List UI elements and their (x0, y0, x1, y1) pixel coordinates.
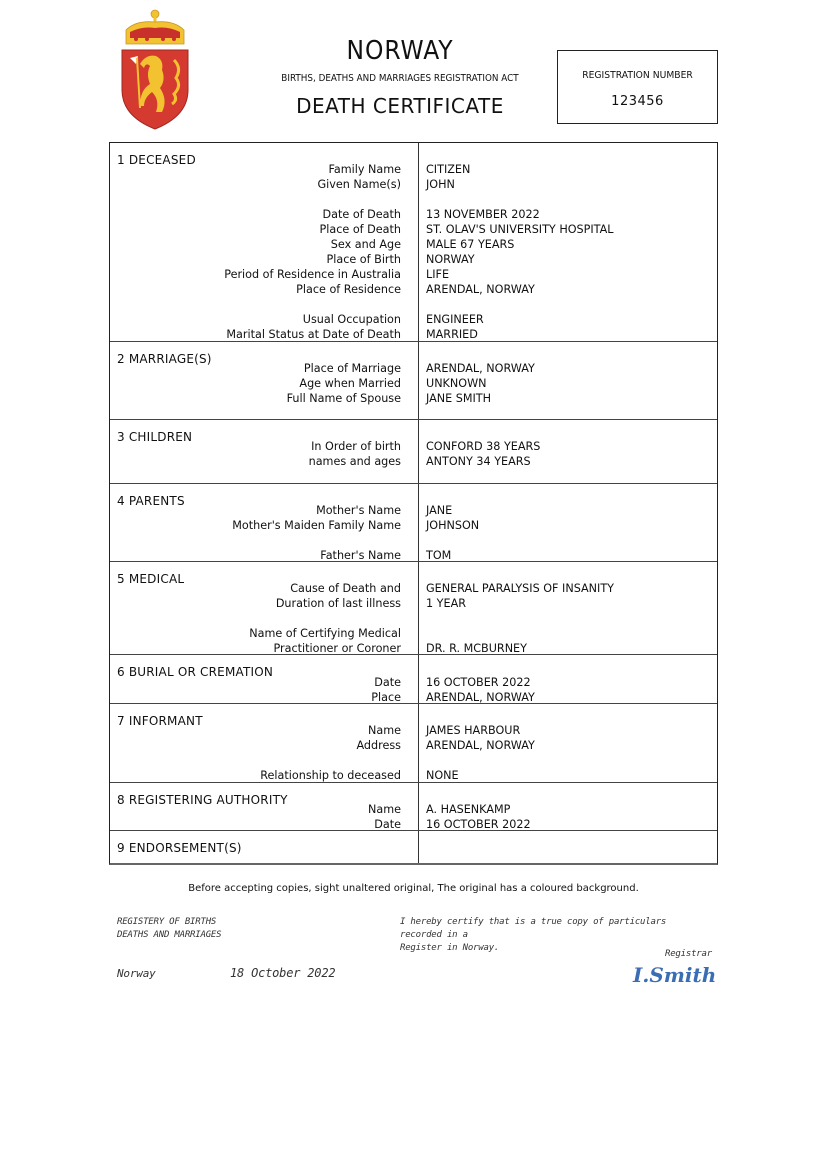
field-value: UNKNOWN (426, 377, 487, 390)
certificate-table (109, 142, 718, 865)
field-label: Sex and Age (330, 238, 401, 251)
field-value: GENERAL PARALYSIS OF INSANITY (426, 582, 614, 595)
section-title: 4 PARENTS (117, 494, 185, 508)
section-title: 8 REGISTERING AUTHORITY (117, 793, 288, 807)
field-label: Duration of last illness (275, 597, 401, 610)
certify-line-2: Register in Norway. (400, 943, 500, 953)
field-label: Cause of Death and (290, 582, 401, 595)
country-title: NORWAY (346, 36, 454, 66)
field-row (110, 222, 717, 237)
field-row (110, 327, 717, 342)
field-row (110, 690, 717, 705)
norway-coat-of-arms-icon (116, 8, 194, 130)
field-row (110, 282, 717, 297)
field-label: Given Name(s) (317, 178, 401, 191)
field-value: 1 YEAR (426, 597, 467, 610)
field-label: Place of Death (319, 223, 401, 236)
field-row (110, 548, 717, 563)
field-label: Name (367, 803, 401, 816)
field-row (110, 252, 717, 267)
field-row (110, 581, 717, 596)
field-value: 16 OCTOBER 2022 (426, 818, 531, 831)
field-value: 13 NOVEMBER 2022 (426, 208, 540, 221)
field-row (110, 738, 717, 753)
field-row (110, 454, 717, 469)
section-endorsements (110, 831, 717, 864)
registration-number: 123456 (611, 94, 664, 109)
field-label: Age when Married (299, 377, 401, 390)
field-label: Period of Residence in Australia (224, 268, 401, 281)
section-title: 3 CHILDREN (117, 430, 193, 444)
field-label: Father's Name (320, 549, 401, 562)
field-value: ARENDAL, NORWAY (426, 739, 535, 752)
field-label: Place of Residence (296, 283, 401, 296)
field-row (110, 802, 717, 817)
section-medical (110, 562, 717, 655)
section-parents (110, 484, 717, 562)
certificate-title: DEATH CERTIFICATE (296, 94, 504, 118)
registration-number-box (557, 50, 718, 124)
field-row (110, 518, 717, 533)
field-row (110, 162, 717, 177)
field-value: ARENDAL, NORWAY (426, 362, 535, 375)
section-title: 1 DECEASED (117, 153, 196, 167)
registry-line-2: DEATHS AND MARRIAGES (117, 930, 222, 940)
section-registering-authority (110, 783, 717, 831)
field-row (110, 237, 717, 252)
field-value: A. HASENKAMP (426, 803, 511, 816)
section-title: 7 INFORMANT (117, 714, 203, 728)
field-value: MALE 67 YEARS (426, 238, 515, 251)
registrar-label: Registrar (665, 949, 712, 959)
registration-act: BIRTHS, DEATHS AND MARRIAGES REGISTRATION ACT (281, 73, 519, 84)
field-label: Mother's Name (316, 504, 401, 517)
registration-number-label: REGISTRATION NUMBER (582, 70, 693, 81)
field-value: CONFORD 38 YEARS (426, 440, 541, 453)
field-label: Address (356, 739, 401, 752)
field-row (110, 439, 717, 454)
field-label: Family Name (328, 163, 401, 176)
field-label: Full Name of Spouse (286, 392, 401, 405)
field-value: NORWAY (426, 253, 475, 266)
issue-date: 18 October 2022 (230, 966, 336, 980)
field-label: Date (374, 676, 401, 689)
field-label: Place of Birth (326, 253, 401, 266)
field-label: names and ages (308, 455, 401, 468)
field-value: TOM (426, 549, 452, 562)
field-row (110, 376, 717, 391)
field-row (110, 626, 717, 641)
field-row (110, 768, 717, 783)
field-value: LIFE (426, 268, 450, 281)
section-burial-or-cremation (110, 655, 717, 704)
section-title: 5 MEDICAL (117, 572, 185, 586)
section-deceased (110, 143, 717, 342)
certification-statement (400, 916, 710, 955)
section-informant (110, 704, 717, 783)
section-title: 2 MARRIAGE(S) (117, 352, 212, 366)
field-value: JOHN (426, 178, 455, 191)
field-label: Place of Marriage (303, 362, 401, 375)
issue-place: Norway (117, 967, 156, 980)
registry-name (117, 916, 221, 942)
field-row (110, 391, 717, 406)
field-label: Relationship to deceased (260, 769, 401, 782)
field-row (110, 596, 717, 611)
field-label: Name (367, 724, 401, 737)
field-label: In Order of birth (311, 440, 401, 453)
certify-line-1: I hereby certify that is a true copy of particulars recorded in a (400, 917, 667, 940)
field-row (110, 723, 717, 738)
verification-notice: Before accepting copies, sight unaltered original, The original has a coloured background. (188, 883, 639, 894)
section-title: 6 BURIAL OR CREMATION (117, 665, 274, 679)
field-row (110, 312, 717, 327)
field-row (110, 177, 717, 192)
field-label: Practitioner or Coroner (273, 642, 401, 655)
field-label: Date (374, 818, 401, 831)
section-children (110, 420, 717, 484)
field-label: Place (371, 691, 401, 704)
field-value: CITIZEN (426, 163, 471, 176)
field-value: ST. OLAV'S UNIVERSITY HOSPITAL (426, 223, 614, 236)
field-value: JANE (426, 504, 453, 517)
section-title: 9 ENDORSEMENT(S) (117, 841, 242, 855)
field-value: MARRIED (426, 328, 478, 341)
field-row (110, 267, 717, 282)
field-value: NONE (426, 769, 459, 782)
field-label: Name of Certifying Medical (249, 627, 401, 640)
field-value: JOHNSON (426, 519, 480, 532)
field-row (110, 503, 717, 518)
field-value: ENGINEER (426, 313, 484, 326)
field-value: JANE SMITH (426, 392, 492, 405)
field-row (110, 207, 717, 222)
field-row (110, 817, 717, 832)
field-value: ARENDAL, NORWAY (426, 691, 535, 704)
field-label: Date of Death (322, 208, 401, 221)
field-row (110, 641, 717, 656)
field-value: ARENDAL, NORWAY (426, 283, 535, 296)
section-marriages (110, 342, 717, 420)
field-value: DR. R. MCBURNEY (426, 642, 527, 655)
field-value: JAMES HARBOUR (426, 724, 521, 737)
field-row (110, 675, 717, 690)
field-value: 16 OCTOBER 2022 (426, 676, 531, 689)
field-value: ANTONY 34 YEARS (426, 455, 531, 468)
field-label: Marital Status at Date of Death (226, 328, 401, 341)
registry-line-1: REGISTERY OF BIRTHS (117, 917, 217, 927)
registrar-signature: I.Smith (633, 963, 717, 987)
field-label: Usual Occupation (302, 313, 401, 326)
field-row (110, 361, 717, 376)
field-label: Mother's Maiden Family Name (232, 519, 401, 532)
